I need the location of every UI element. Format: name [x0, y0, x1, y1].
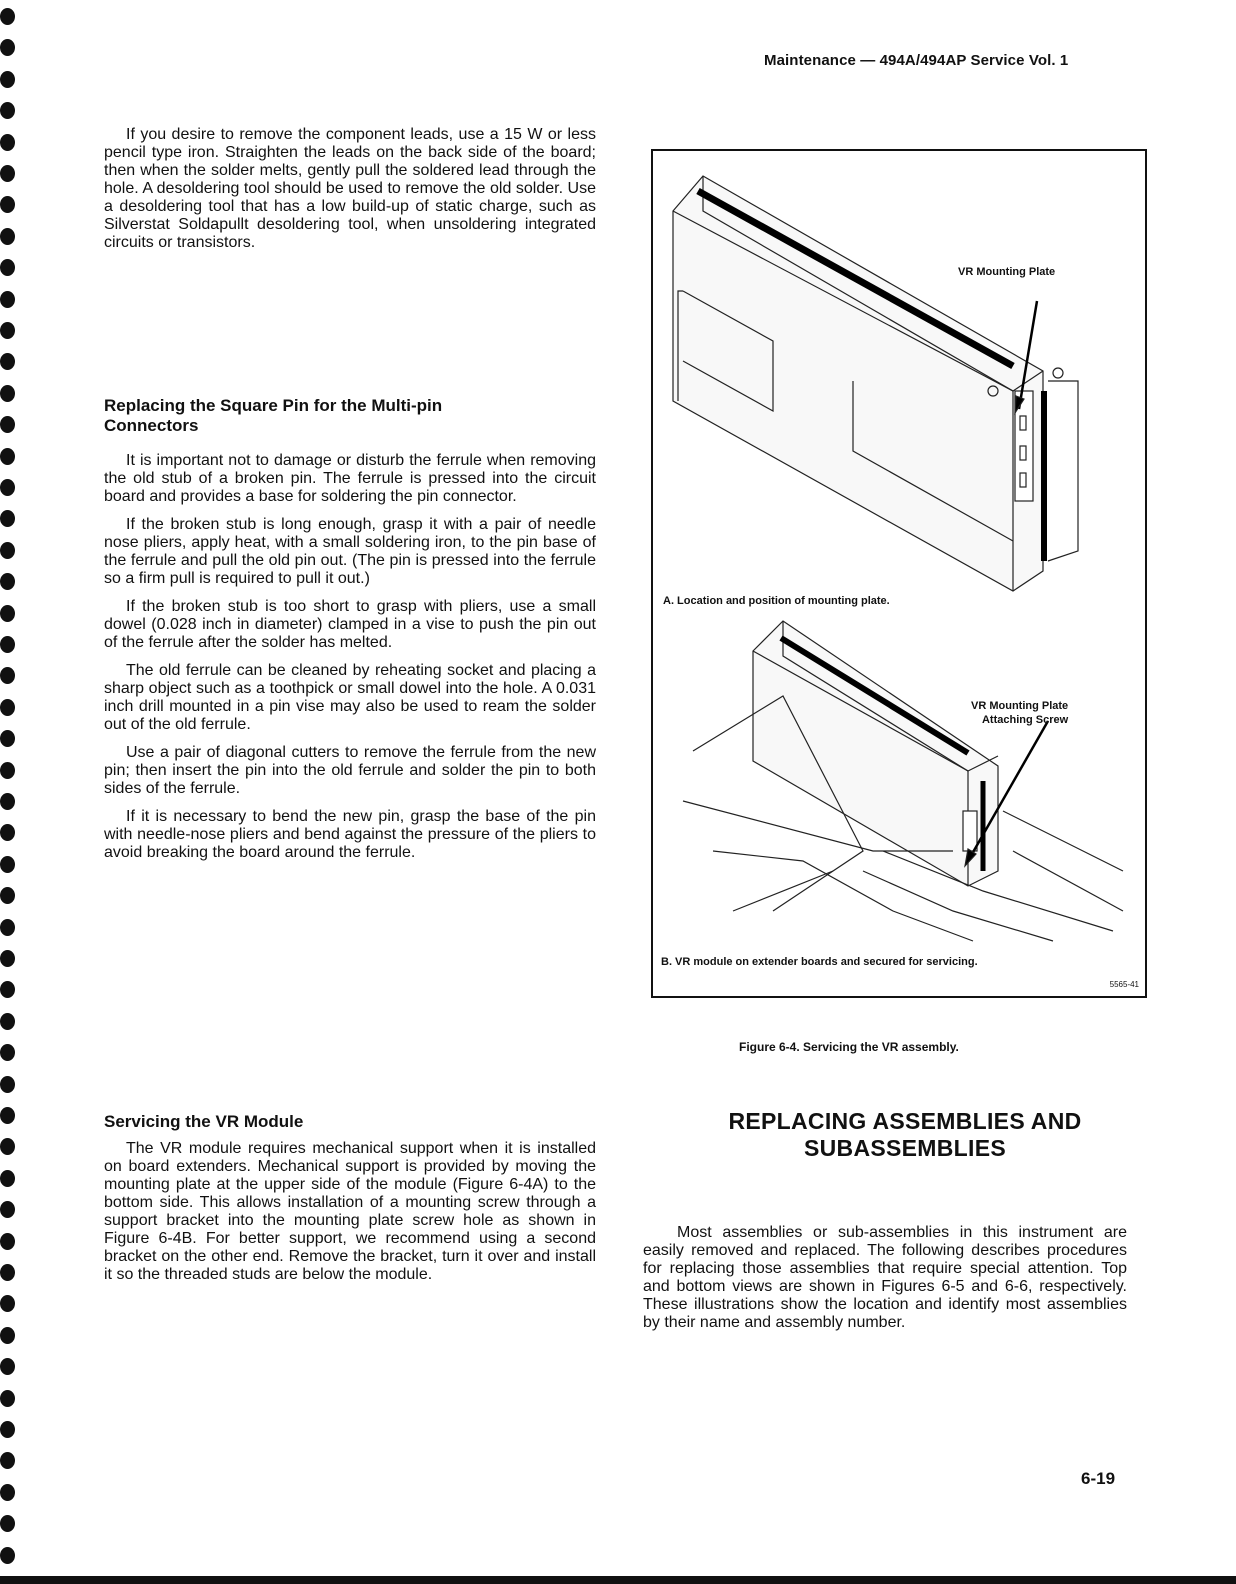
binder-hole	[0, 573, 15, 590]
section-paragraph: If the broken stub is too short to grasp with pliers, use a small dowel (0.028 inch in diameter) clamped in a vise to push the pin out of the ferrule after the solder has melted.	[104, 598, 596, 651]
binder-hole	[0, 134, 15, 151]
binder-hole	[0, 636, 15, 653]
section-paragraph: The old ferrule can be cleaned by reheating socket and placing a sharp object such as a toothpick or small dowel into the hole. A 0.031 inch drill mounted in a pin vise may also be used to ream the solder out of the old ferrule.	[104, 662, 596, 733]
binder-hole	[0, 950, 15, 967]
binder-hole	[0, 8, 15, 25]
figure-6-4	[651, 149, 1147, 998]
binder-hole	[0, 856, 15, 873]
binder-hole	[0, 322, 15, 339]
binder-hole	[0, 510, 15, 527]
binder-hole	[0, 1390, 15, 1407]
page-bottom-edge	[0, 1576, 1236, 1584]
section-paragraph: It is important not to damage or disturb the ferrule when removing the old stub of a broken pin. The ferrule is pressed into the circuit board and provides a base for soldering the pin connector.	[104, 452, 596, 505]
section-heading: Servicing the VR Module	[104, 1112, 304, 1131]
figure-code: 5565-41	[1109, 980, 1139, 989]
binder-hole	[0, 479, 15, 496]
binder-hole	[0, 39, 15, 56]
binder-hole	[0, 1421, 15, 1438]
vr-module-illustration	[653, 151, 1145, 996]
intro-block	[104, 126, 596, 262]
figure-title: Figure 6-4. Servicing the VR assembly.	[739, 1040, 959, 1054]
binder-hole	[0, 605, 15, 622]
caption-b: B. VR module on extender boards and secured for servicing.	[661, 956, 978, 968]
section-title: REPLACING ASSEMBLIES AND SUBASSEMBLIES	[728, 1108, 1082, 1161]
section-paragraph: If the broken stub is long enough, grasp it with a pair of needle nose pliers, apply heat, with a small soldering iron, to the pin base of the ferrule and pull the old pin out. (The pin is pressed into the ferrule so a firm pull is required to pull it out.)	[104, 516, 596, 587]
section-paragraph: If it is necessary to bend the new pin, grasp the base of the pin with needle-nose pliers and bend against the pressure of the pliers to avoid breaking the board around the ferrule.	[104, 808, 596, 861]
binder-hole	[0, 1295, 15, 1312]
binder-hole	[0, 981, 15, 998]
intro-paragraph: If you desire to remove the component leads, use a 15 W or less pencil type iron. Straighten the leads on the back side of the board; then when the solder melts, gently pull the soldered lead through the hole. A desoldering tool should be used to remove the old solder. Use a desoldering tool that has a low build-up of static charge, such as Silverstat Soldapullt desoldering tool, when unsoldering integrated circuits or transistors.	[104, 126, 596, 251]
section-paragraph: Use a pair of diagonal cutters to remove the ferrule from the new pin; then insert the pin into the old ferrule and solder the pin to both sides of the ferrule.	[104, 744, 596, 797]
binder-hole	[0, 824, 15, 841]
binder-hole	[0, 667, 15, 684]
binder-hole	[0, 793, 15, 810]
binder-hole	[0, 730, 15, 747]
binder-hole	[0, 919, 15, 936]
running-header: Maintenance — 494A/494AP Service Vol. 1	[764, 52, 1069, 69]
binder-hole	[0, 385, 15, 402]
caption-a: A. Location and position of mounting plate.	[663, 595, 890, 607]
binder-hole	[0, 416, 15, 433]
binder-holes	[0, 0, 16, 1584]
section-paragraph: The VR module requires mechanical support when it is installed on board extenders. Mechanical support is provided by moving the mounting plate at the upper side of the module (Figure 6-4A) to the bottom side. This allows installation of a mounting screw through a support bracket into the mounting plate screw hole as shown in Figure 6-4B. For better support, we recommend using a second bracket on the other end. Remove the bracket, turn it over and install it so the threaded studs are below the module.	[104, 1140, 596, 1283]
binder-hole	[0, 1107, 15, 1124]
binder-hole	[0, 1138, 15, 1155]
binder-hole	[0, 1547, 15, 1564]
binder-hole	[0, 1201, 15, 1218]
binder-hole	[0, 762, 15, 779]
binder-hole	[0, 1327, 15, 1344]
binder-hole	[0, 1076, 15, 1093]
binder-hole	[0, 71, 15, 88]
binder-hole	[0, 887, 15, 904]
binder-hole	[0, 1484, 15, 1501]
page-number: 6-19	[1081, 1469, 1116, 1488]
section-heading: Replacing the Square Pin for the Multi-pin Connectors	[104, 396, 443, 435]
binder-hole	[0, 259, 15, 276]
binder-hole	[0, 1452, 15, 1469]
binder-hole	[0, 542, 15, 559]
binder-hole	[0, 1264, 15, 1281]
binder-hole	[0, 165, 15, 182]
section-vr-module	[104, 1112, 596, 1294]
binder-hole	[0, 448, 15, 465]
binder-hole	[0, 291, 15, 308]
binder-hole	[0, 353, 15, 370]
binder-hole	[0, 228, 15, 245]
binder-hole	[0, 102, 15, 119]
binder-hole	[0, 196, 15, 213]
binder-hole	[0, 1358, 15, 1375]
section-square-pin	[104, 396, 596, 872]
callout-b-line1: VR Mounting Plate	[971, 700, 1069, 712]
binder-hole	[0, 1515, 15, 1532]
callout-mounting-plate-a: VR Mounting Plate	[958, 266, 1056, 278]
callout-b-line2: Attaching Screw	[981, 714, 1069, 726]
binder-hole	[0, 1013, 15, 1030]
binder-hole	[0, 1170, 15, 1187]
binder-hole	[0, 1233, 15, 1250]
binder-hole	[0, 1044, 15, 1061]
binder-hole	[0, 699, 15, 716]
callout-mounting-plate-b	[971, 699, 1068, 727]
right-paragraph: Most assemblies or sub-assemblies in this instrument are easily removed and replaced. The following describes procedures for replacing those assemblies that require special attention. Top and bottom views are shown in Figures 6-5 and 6-6, respectively. These illustrations show the location and identify most assemblies by their name and assembly number.	[643, 1224, 1127, 1331]
